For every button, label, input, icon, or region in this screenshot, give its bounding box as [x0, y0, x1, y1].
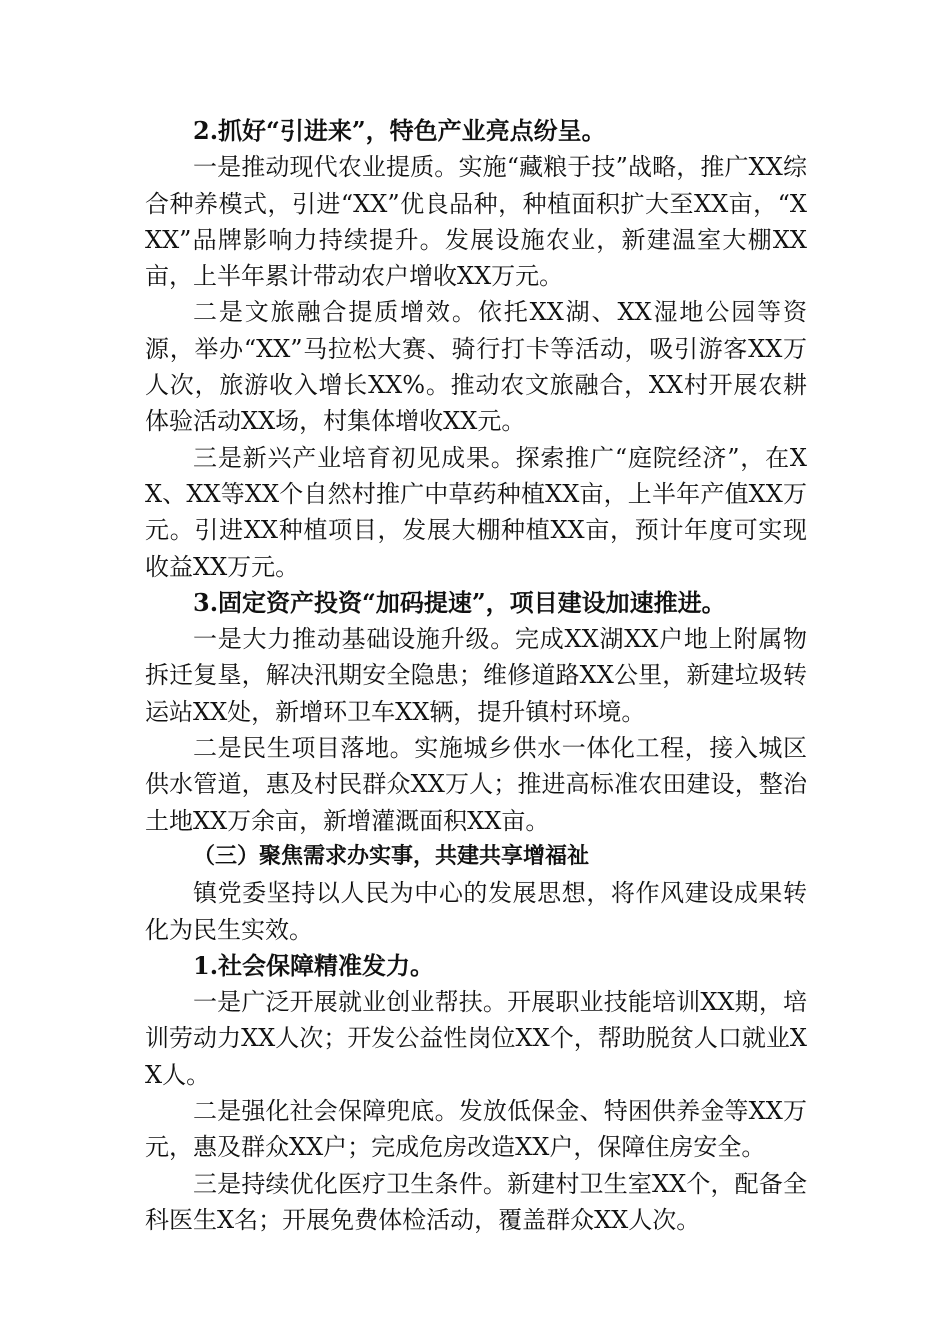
paragraph-social-security: 二是强化社会保障兜底。发放低保金、特困供养金等XX万元，惠及群众XX户；完成危房改造XX户，保障住房安全。 — [145, 1097, 807, 1162]
paragraph-medical: 三是持续优化医疗卫生条件。新建村卫生室XX个，配备全科医生X名；开展免费体检活动，覆盖群众XX人次。 — [145, 1169, 807, 1234]
paragraph-modern-agriculture: 一是推动现代农业提质。实施“藏粮于技”战略，推广XX综合种养模式，引进“XX”优良品种，种植面积扩大至XX亩，“XXX”品牌影响力持续提升。发展设施农业，新建温室大棚XX亩，上半年累计带动农户增收XX万元。 — [145, 153, 807, 291]
document-page — [145, 113, 807, 1238]
paragraph-party-committee: 镇党委坚持以人民为中心的发展思想，将作风建设成果转化为民生实效。 — [145, 879, 807, 944]
paragraph-culture-tourism: 二是文旅融合提质增效。依托XX湖、XX湿地公园等资源，举办“XX”马拉松大赛、骑行打卡等活动，吸引游客XX万人次，旅游收入增长XX%。推动农文旅融合，XX村开展农耕体验活动XX场，村集体增收XX元。 — [145, 298, 807, 436]
paragraph-infrastructure: 一是大力推动基础设施升级。完成XX湖XX户地上附属物拆迁复垦，解决汛期安全隐患；维修道路XX公里，新建垃圾转运站XX处，新增环卫车XX辆，提升镇村环境。 — [145, 625, 807, 726]
paragraph-emerging-industry: 三是新兴产业培育初见成果。探索推广“庭院经济”，在XX、XX等XX个自然村推广中草药种植XX亩，上半年产值XX万元。引进XX种植项目，发展大棚种植XX亩，预计年度可实现收益XX万元。 — [145, 443, 807, 581]
heading-fixed-asset-investment: 3.固定资产投资“加码提速”，项目建设加速推进。 — [193, 587, 726, 617]
heading-attract-industry: 2.抓好“引进来”，特色产业亮点纷呈。 — [193, 116, 606, 145]
paragraph-employment: 一是广泛开展就业创业帮扶。开展职业技能培训XX期，培训劳动力XX人次；开发公益性岗位XX个，帮助脱贫人口就业XX人。 — [145, 988, 807, 1089]
heading-social-security: 1.社会保障精准发力。 — [193, 950, 435, 980]
paragraph-livelihood-projects: 二是民生项目落地。实施城乡供水一体化工程，接入城区供水管道，惠及村民群众XX万人；推进高标准农田建设，整治土地XX万余亩，新增灌溉面积XX亩。 — [145, 734, 807, 835]
section-heading-wellbeing: （三）聚焦需求办实事，共建共享增福祉 — [193, 843, 590, 869]
